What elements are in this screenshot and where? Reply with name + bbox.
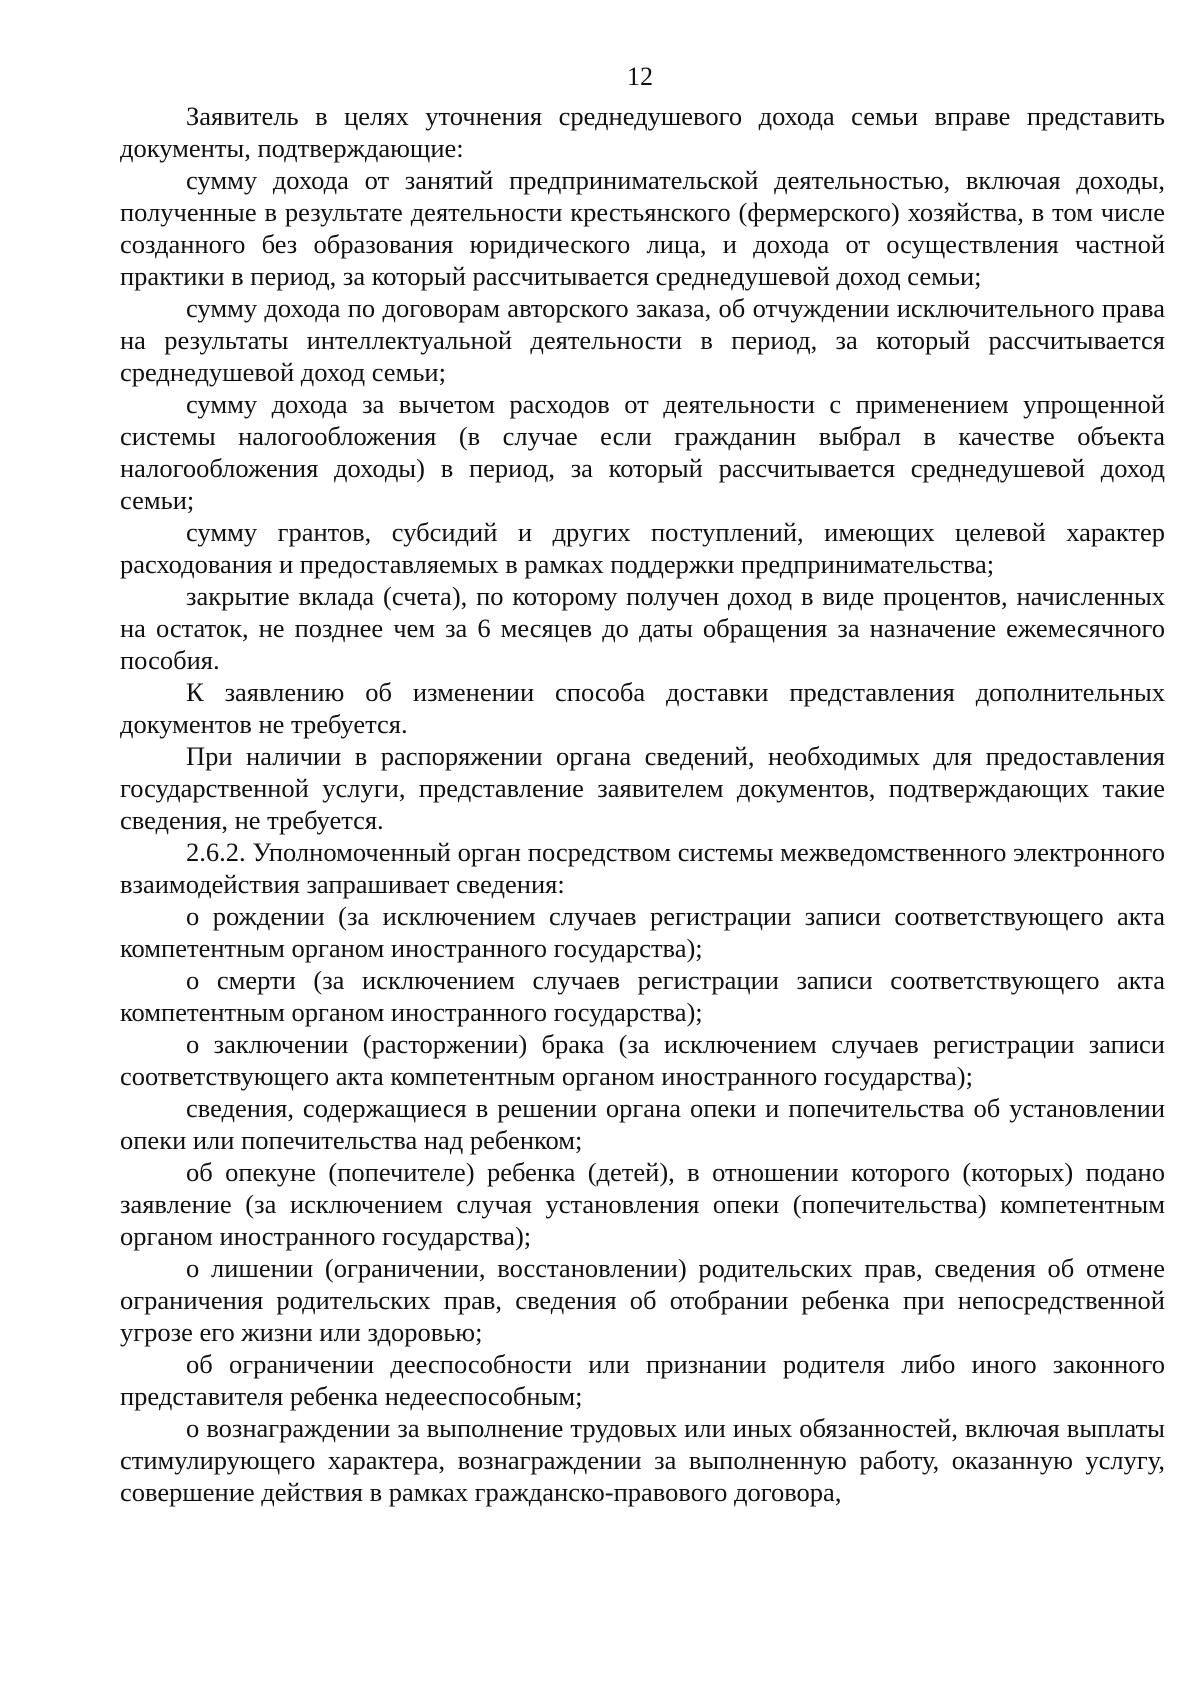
- paragraph: При наличии в распоряжении органа сведений, необходимых для предоставления государственной услуги, представление заявителем документов, подтверждающих такие сведения, не требуется.: [120, 741, 1165, 835]
- page-number: 12: [627, 62, 653, 91]
- paragraph: о вознаграждении за выполнение трудовых или иных обязанностей, включая выплаты стимулирующего характера, вознаграждении за выполненную работу, оказанную услугу, совершение действия в рамках гражданско-правового договора,: [120, 1413, 1165, 1507]
- paragraph: сумму дохода по договорам авторского заказа, об отчуждении исключительного права на результаты интеллектуальной деятельности в период, за который рассчитывается среднедушевой доход семьи;: [120, 293, 1165, 387]
- paragraph: К заявлению об изменении способа доставки представления дополнительных документов не требуется.: [120, 677, 1165, 739]
- paragraph: Заявитель в целях уточнения среднедушевого дохода семьи вправе представить документы, подтверждающие:: [120, 101, 1165, 163]
- paragraph: сведения, содержащиеся в решении органа опеки и попечительства об установлении опеки или попечительства над ребенком;: [120, 1093, 1165, 1155]
- paragraph: об ограничении дееспособности или признании родителя либо иного законного представителя ребенка недееспособным;: [120, 1349, 1165, 1411]
- paragraph: сумму дохода от занятий предпринимательской деятельностью, включая доходы, полученные в результате деятельности крестьянского (фермерского) хозяйства, в том числе созданного без образования юридического лица, и дохода от осуществления частной практики в период, за который рассчитывается среднедушевой доход семьи;: [120, 165, 1165, 291]
- paragraph: сумму грантов, субсидий и других поступлений, имеющих целевой характер расходования и предоставляемых в рамках поддержки предпринимательства;: [120, 517, 1165, 579]
- paragraph: о заключении (расторжении) брака (за исключением случаев регистрации записи соответствующего акта компетентным органом иностранного государства);: [120, 1029, 1165, 1091]
- document-body: [120, 100, 1165, 1508]
- paragraph: об опекуне (попечителе) ребенка (детей), в отношении которого (которых) подано заявление (за исключением случая установления опеки (попечительства) компетентным органом иностранного государства);: [120, 1157, 1165, 1251]
- paragraph: 2.6.2. Уполномоченный орган посредством системы межведомственного электронного взаимодействия запрашивает сведения:: [120, 837, 1165, 899]
- paragraph: о смерти (за исключением случаев регистрации записи соответствующего акта компетентным органом иностранного государства);: [120, 965, 1165, 1027]
- paragraph: сумму дохода за вычетом расходов от деятельности с применением упрощенной системы налогообложения (в случае если гражданин выбрал в качестве объекта налогообложения доходы) в период, за который рассчитывается среднедушевой доход семьи;: [120, 389, 1165, 515]
- paragraph: о рождении (за исключением случаев регистрации записи соответствующего акта компетентным органом иностранного государства);: [120, 901, 1165, 963]
- paragraph: о лишении (ограничении, восстановлении) родительских прав, сведения об отмене ограничения родительских прав, сведения об отобрании ребенка при непосредственной угрозе его жизни или здоровью;: [120, 1253, 1165, 1347]
- paragraph: закрытие вклада (счета), по которому получен доход в виде процентов, начисленных на остаток, не позднее чем за 6 месяцев до даты обращения за назначение ежемесячного пособия.: [120, 581, 1165, 675]
